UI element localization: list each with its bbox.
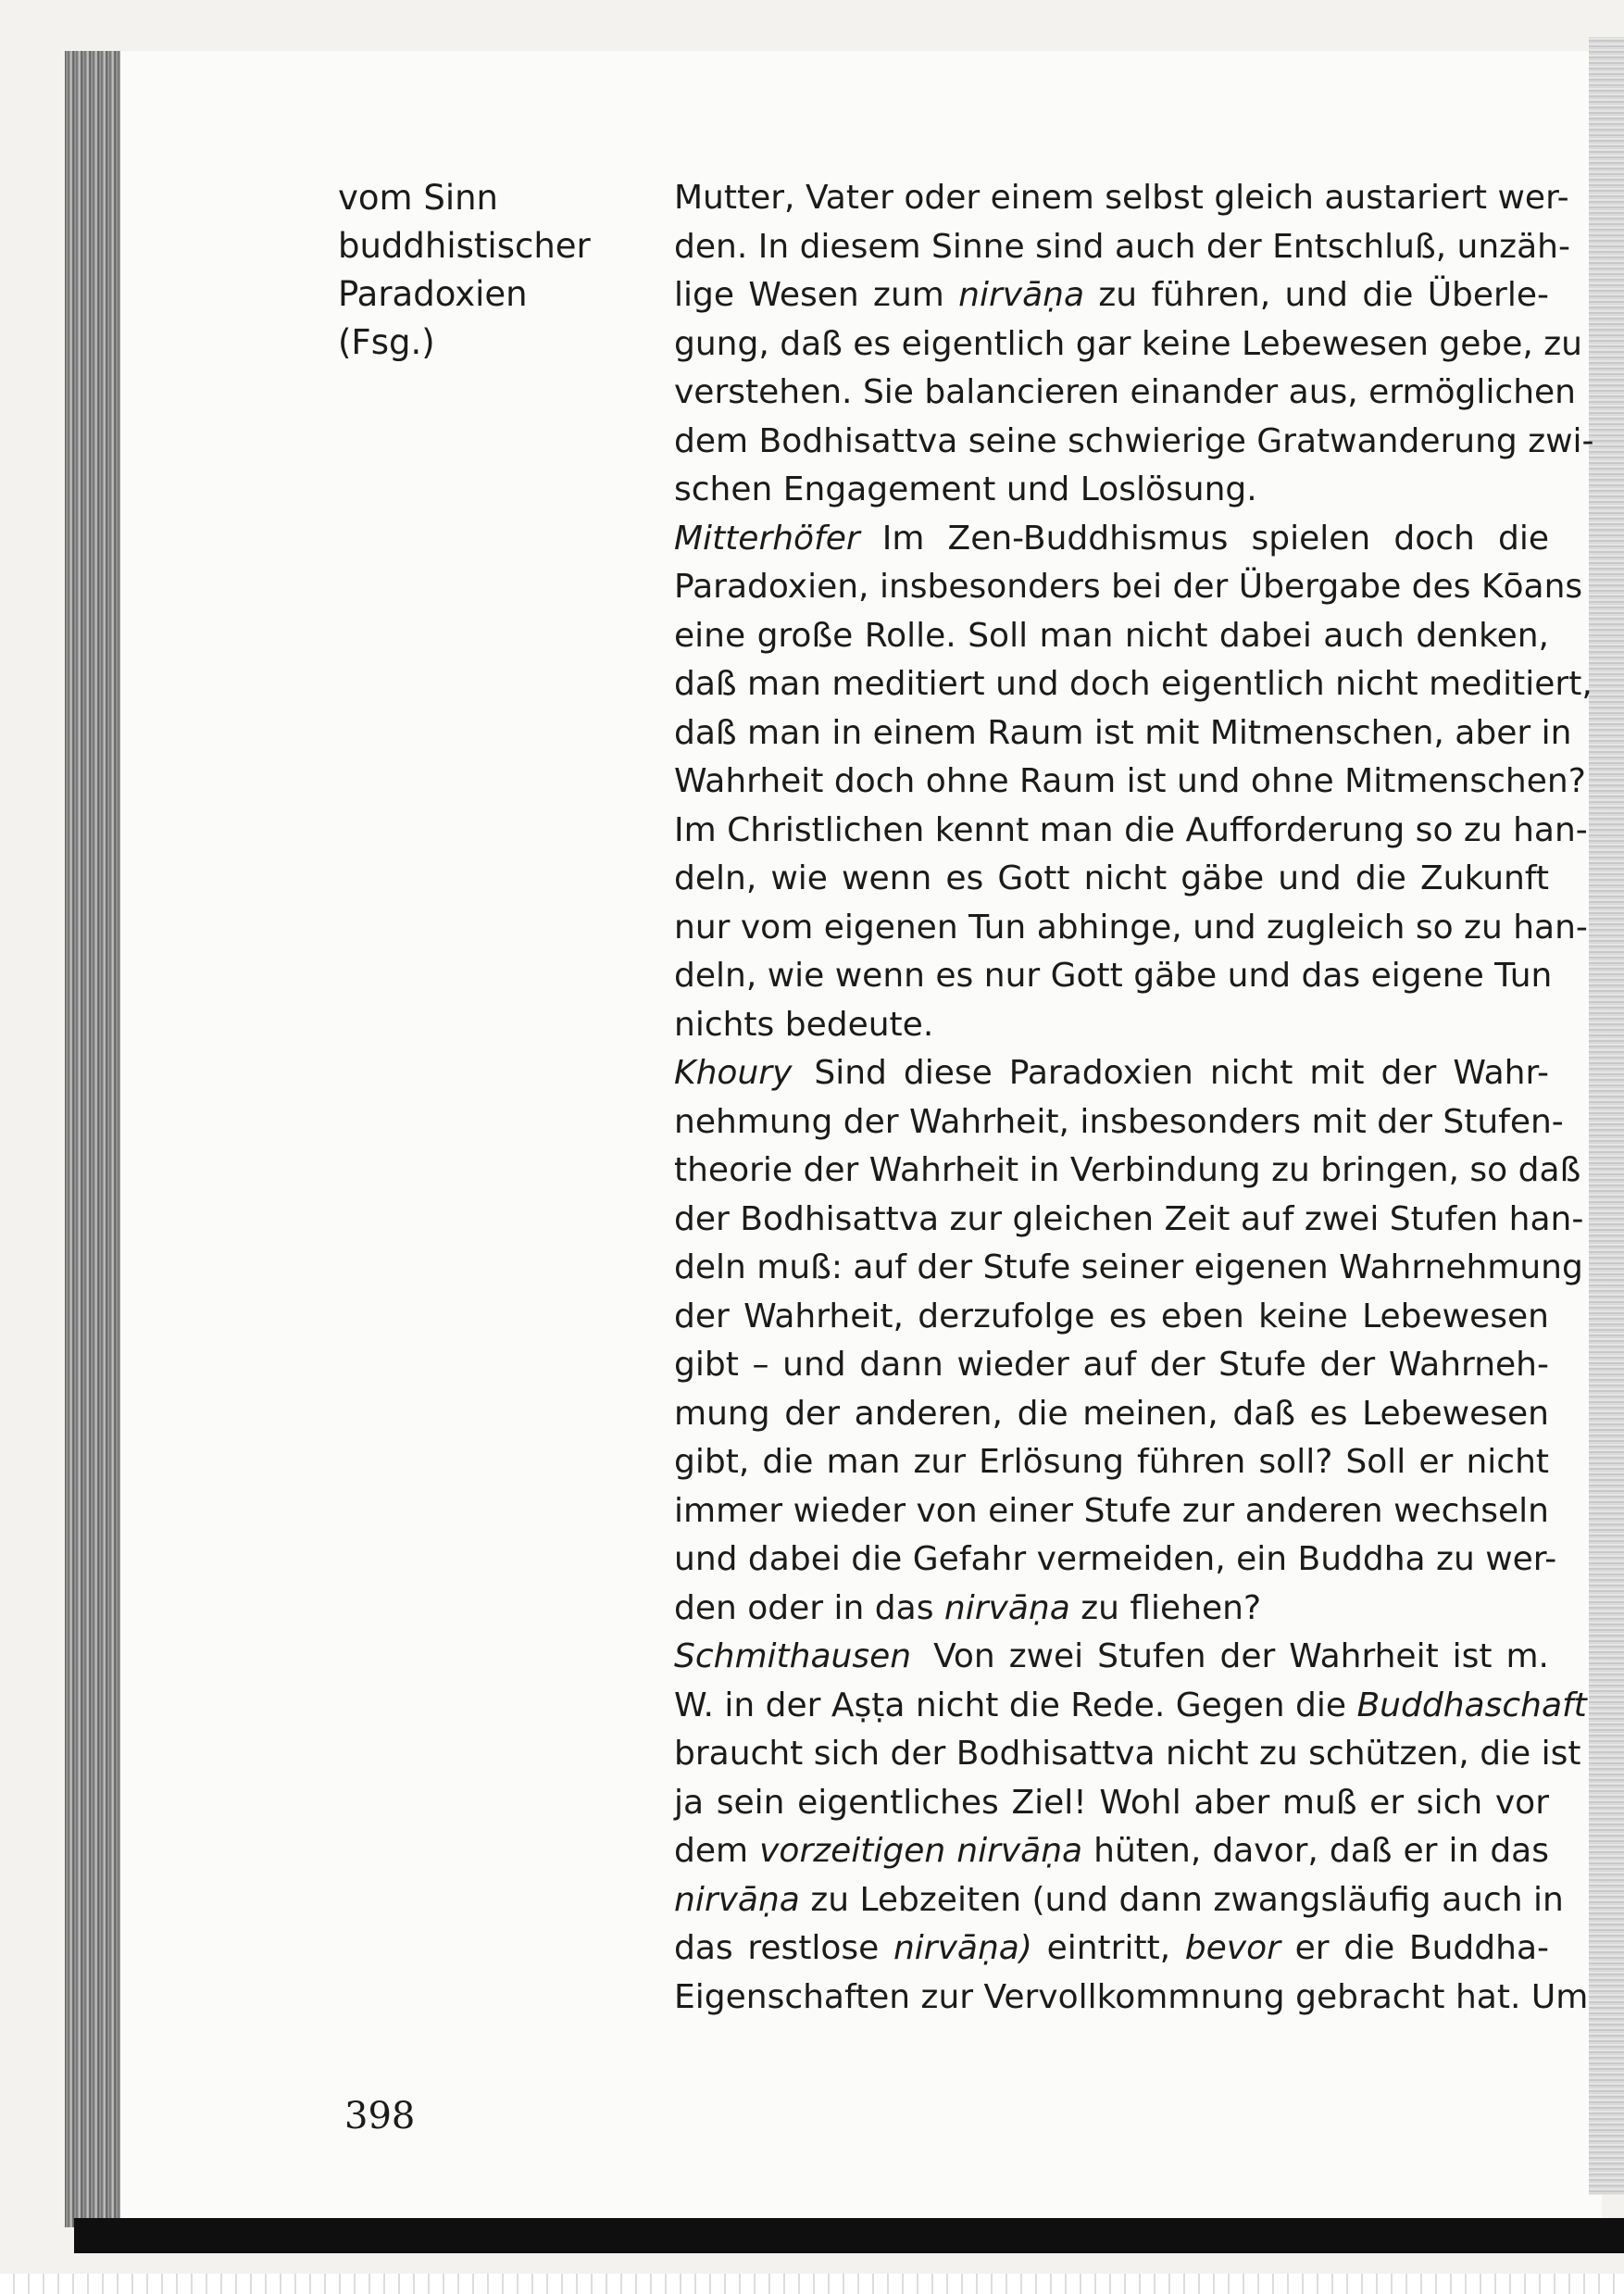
- mixed-run: [674, 1876, 1564, 1925]
- text-run: gibt, die man zur Erlösung führen soll? Soll er nicht: [674, 1443, 1549, 1481]
- text-line: [674, 1244, 1583, 1293]
- scan-edge-strip: [0, 2274, 1624, 2294]
- text-line: [674, 1536, 1557, 1585]
- text-run: zu Lebzeiten (und dann zwangsläufig auch in: [799, 1880, 1564, 1919]
- text-run: daß man meditiert und doch eigentlich nicht meditiert,: [674, 665, 1593, 703]
- text-run: dem Bodhisattva seine schwierige Gratwanderung zwi-: [674, 421, 1594, 460]
- text-run: braucht sich der Bodhisattva nicht zu schützen, die ist: [674, 1735, 1581, 1773]
- text-line: [674, 612, 1549, 661]
- text-line: [674, 271, 1549, 320]
- text-line: [674, 1147, 1581, 1196]
- italic-term: nirvāṇa: [958, 276, 1085, 314]
- text-run: mung der anderen, die meinen, daß es Lebewesen: [674, 1394, 1549, 1433]
- text-run: gung, daß es eigentlich gar keine Lebewesen gebe, zu: [674, 324, 1582, 363]
- text-line: [674, 1196, 1584, 1245]
- text-line: [674, 320, 1582, 370]
- mixed-run: [674, 1682, 1587, 1731]
- text-run: deln muß: auf der Stufe seiner eigenen Wahrnehmung: [674, 1248, 1583, 1286]
- text-run: nichts bedeute.: [674, 1005, 934, 1044]
- text-line: [674, 1876, 1564, 1925]
- text-line: [674, 952, 1553, 1001]
- book-binding-shadow: [65, 51, 120, 2227]
- text-line: [674, 1730, 1581, 1779]
- text-run: Im Zen-Buddhismus spielen doch die: [881, 519, 1549, 558]
- speaker-name: Khoury: [674, 1054, 793, 1092]
- text-line: [674, 660, 1593, 709]
- text-line: [674, 1779, 1549, 1828]
- text-run: der Wahrheit, derzufolge es eben keine Lebewesen: [674, 1297, 1549, 1335]
- text-line: [674, 1390, 1549, 1439]
- text-line: [674, 1682, 1587, 1731]
- italic-term: bevor: [1184, 1929, 1280, 1967]
- text-run: verstehen. Sie balancieren einander aus, ermöglichen: [674, 373, 1576, 411]
- text-run: Eigenschaften zur Vervollkommnung gebracht hat. Um: [674, 1977, 1589, 2016]
- margin-note-line: buddhistischer: [338, 226, 591, 266]
- text-line: [674, 1049, 1549, 1098]
- text-run: eintritt,: [1031, 1929, 1185, 1967]
- text-line: [674, 1487, 1549, 1536]
- text-line: [674, 1293, 1549, 1342]
- mixed-run: [674, 1827, 1549, 1876]
- text-run: er die Buddha-: [1280, 1929, 1549, 1967]
- text-run: den. In diesem Sinne sind auch der Entschluß, unzäh-: [674, 227, 1570, 266]
- text-run: nehmung der Wahrheit, insbesonders mit der Stufen-: [674, 1102, 1564, 1141]
- text-line: [674, 709, 1572, 758]
- text-run: daß man in einem Raum ist mit Mitmenschen, aber in: [674, 713, 1572, 752]
- text-run: Sind diese Paradoxien nicht mit der Wahr-: [814, 1054, 1549, 1092]
- text-run: lige Wesen zum: [674, 276, 959, 314]
- text-run: deln, wie wenn es nur Gott gäbe und das eigene Tun: [674, 957, 1553, 995]
- text-line: [674, 1001, 1549, 1050]
- text-run: der Bodhisattva zur gleichen Zeit auf zwei Stufen han-: [674, 1199, 1584, 1238]
- text-run: nur vom eigenen Tun abhinge, und zugleich so zu han-: [674, 908, 1588, 946]
- text-run: schen Engagement und Loslösung.: [674, 470, 1257, 508]
- text-run: eine große Rolle. Soll man nicht dabei auch denken,: [674, 616, 1549, 655]
- text-line: [674, 1341, 1549, 1390]
- text-line: [674, 1974, 1589, 2023]
- mixed-run: [674, 271, 1549, 320]
- text-line: [674, 1827, 1549, 1876]
- margin-note-line: (Fsg.): [338, 322, 435, 362]
- text-run: hüten, davor, daß er in das: [1082, 1832, 1550, 1870]
- text-line: [674, 418, 1594, 467]
- scan-shadow-bar: [74, 2218, 1624, 2253]
- text-line: [674, 223, 1570, 272]
- text-line: [674, 1098, 1564, 1147]
- text-line: [674, 758, 1586, 807]
- text-line: [674, 807, 1588, 856]
- italic-term: nirvāṇa): [893, 1929, 1032, 1967]
- text-run: Wahrheit doch ohne Raum ist und ohne Mitmenschen?: [674, 762, 1586, 800]
- text-line: [674, 466, 1549, 515]
- margin-note: [338, 174, 616, 367]
- text-run: und dabei die Gefahr vermeiden, ein Buddha zu wer-: [674, 1540, 1557, 1578]
- text-run: Im Christlichen kennt man die Aufforderung so zu han-: [674, 810, 1588, 849]
- text-line: [674, 904, 1588, 953]
- text-line: [674, 1633, 1549, 1682]
- text-run: Paradoxien, insbesonders bei der Übergabe des Kōans: [674, 568, 1583, 606]
- text-run: Mutter, Vater oder einem selbst gleich austariert wer-: [674, 179, 1569, 217]
- italic-term: vorzeitigen nirvāṇa: [759, 1832, 1083, 1870]
- text-run: das restlose: [674, 1929, 893, 1967]
- italic-term: nirvāṇa: [674, 1880, 800, 1919]
- text-run: dem: [674, 1832, 760, 1870]
- text-run: ja sein eigentliches Ziel! Wohl aber muß er sich vor: [674, 1783, 1549, 1822]
- text-line: [674, 369, 1576, 418]
- text-line: [674, 1585, 1549, 1634]
- text-line: [674, 174, 1569, 223]
- text-run: den oder in das: [674, 1588, 944, 1627]
- body-text: [674, 174, 1594, 2022]
- page-number: 398: [344, 2095, 416, 2137]
- mixed-run: [674, 1585, 1549, 1634]
- margin-note-line: Paradoxien: [338, 274, 528, 314]
- mixed-run: [674, 1924, 1549, 1974]
- italic-term: nirvāṇa: [943, 1588, 1070, 1627]
- speaker-name: Mitterhöfer: [674, 519, 860, 558]
- text-run: deln, wie wenn es Gott nicht gäbe und die Zukunft: [674, 859, 1549, 897]
- text-line: [674, 1438, 1549, 1487]
- text-line: [674, 855, 1549, 904]
- text-run: gibt – und dann wieder auf der Stufe der Wahrneh-: [674, 1346, 1549, 1384]
- text-line: [674, 1924, 1549, 1974]
- text-run: immer wieder von einer Stufe zur anderen wechseln: [674, 1491, 1549, 1530]
- text-run: zu fliehen?: [1069, 1588, 1262, 1627]
- page-edge-stack: [1589, 37, 1624, 2195]
- text-line: [674, 563, 1583, 612]
- italic-term: Buddhaschaft: [1356, 1686, 1587, 1724]
- text-run: theorie der Wahrheit in Verbindung zu bringen, so daß: [674, 1151, 1581, 1189]
- text-run: W. in der Aṣṭa nicht die Rede. Gegen die: [674, 1686, 1357, 1724]
- text-line: [674, 515, 1549, 564]
- speaker-name: Schmithausen: [674, 1637, 912, 1675]
- text-run: zu führen, und die Überle-: [1084, 276, 1549, 314]
- text-run: Von zwei Stufen der Wahrheit ist m.: [933, 1637, 1549, 1675]
- margin-note-line: vom Sinn: [338, 178, 499, 218]
